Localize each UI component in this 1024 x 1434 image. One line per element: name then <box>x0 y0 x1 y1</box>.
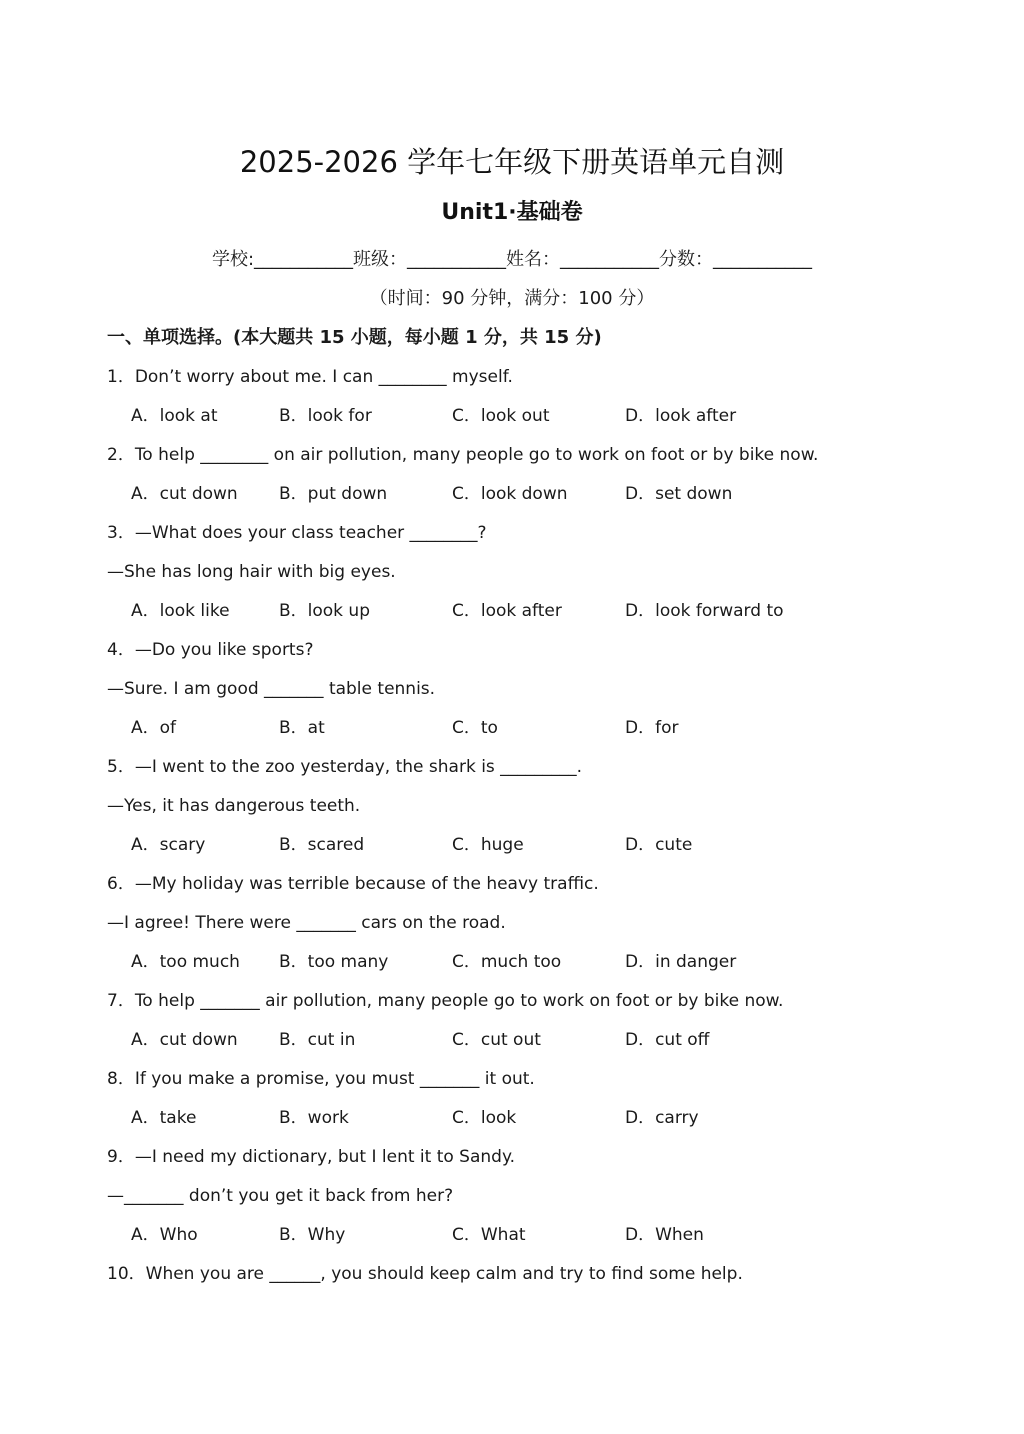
option-a: A．scary <box>131 835 206 855</box>
option-a: A．Who <box>131 1225 198 1245</box>
question-options <box>0 1026 1024 1054</box>
question-options <box>0 597 1024 625</box>
option-a: A．look at <box>131 406 218 426</box>
option-d: D．for <box>625 718 679 738</box>
exam-subtitle: Unit1·基础卷 <box>441 200 583 225</box>
option-a: A．take <box>131 1108 197 1128</box>
option-a: A．of <box>131 718 177 738</box>
option-a: A．cut down <box>131 1030 238 1050</box>
option-b: B．Why <box>279 1225 346 1245</box>
option-b: B．look up <box>279 601 371 621</box>
question-stem: 6．—My holiday was terrible because of the heavy traffic. <box>107 874 599 894</box>
option-c: C．look <box>452 1108 517 1128</box>
option-b: B．cut in <box>279 1030 356 1050</box>
option-d: D．set down <box>625 484 733 504</box>
option-d: D．When <box>625 1225 704 1245</box>
section-heading: 一、单项选择。(本大题共 15 小题，每小题 1 分，共 15 分) <box>107 327 602 348</box>
option-a: A．cut down <box>131 484 238 504</box>
option-c: C．cut out <box>452 1030 541 1050</box>
option-b: B．at <box>279 718 325 738</box>
question-dialogue-line: —I agree! There were _______ cars on the road. <box>107 913 506 933</box>
question-stem: 2．To help ________ on air pollution, many people go to work on foot or by bike now. <box>107 445 819 465</box>
question-stem: 4．—Do you like sports? <box>107 640 314 660</box>
question-options <box>0 1221 1024 1249</box>
option-d: D．look after <box>625 406 737 426</box>
option-b: B．too many <box>279 952 389 972</box>
exam-title: 2025-2026 学年七年级下册英语单元自测 <box>239 145 785 179</box>
option-c: C．look out <box>452 406 550 426</box>
question-stem: 10．When you are ______, you should keep calm and try to find some help. <box>107 1264 743 1284</box>
option-d: D．look forward to <box>625 601 784 621</box>
option-d: D．in danger <box>625 952 737 972</box>
option-a: A．too much <box>131 952 240 972</box>
question-stem: 1．Don’t worry about me. I can ________ myself. <box>107 367 513 387</box>
option-b: B．look for <box>279 406 372 426</box>
question-stem: 7．To help _______ air pollution, many people go to work on foot or by bike now. <box>107 991 784 1011</box>
question-options <box>0 1104 1024 1132</box>
option-a: A．look like <box>131 601 230 621</box>
question-options <box>0 480 1024 508</box>
question-options <box>0 714 1024 742</box>
student-info-line: 学校:___________班级：___________姓名：___________分数：___________ <box>211 249 813 270</box>
option-d: D．cut off <box>625 1030 710 1050</box>
question-stem: 9．—I need my dictionary, but I lent it to Sandy. <box>107 1147 515 1167</box>
question-dialogue-line: —Sure. I am good _______ table tennis. <box>107 679 436 699</box>
option-b: B．work <box>279 1108 349 1128</box>
option-c: C．look down <box>452 484 568 504</box>
time-score-line: （时间：90 分钟，满分：100 分） <box>369 288 655 309</box>
option-c: C．What <box>452 1225 526 1245</box>
question-dialogue-line: —She has long hair with big eyes. <box>107 562 396 582</box>
option-c: C．huge <box>452 835 524 855</box>
option-c: C．look after <box>452 601 562 621</box>
option-d: D．carry <box>625 1108 699 1128</box>
question-stem: 8．If you make a promise, you must _______ it out. <box>107 1069 535 1089</box>
option-c: C．much too <box>452 952 562 972</box>
question-stem: 3．—What does your class teacher ________? <box>107 523 487 543</box>
question-dialogue-line: —Yes, it has dangerous teeth. <box>107 796 361 816</box>
question-options <box>0 402 1024 430</box>
question-stem: 5．—I went to the zoo yesterday, the shark is _________. <box>107 757 583 777</box>
question-options <box>0 831 1024 859</box>
question-options <box>0 948 1024 976</box>
option-b: B．scared <box>279 835 365 855</box>
question-dialogue-line: —_______ don’t you get it back from her? <box>107 1186 454 1206</box>
option-c: C．to <box>452 718 498 738</box>
option-d: D．cute <box>625 835 693 855</box>
option-b: B．put down <box>279 484 388 504</box>
